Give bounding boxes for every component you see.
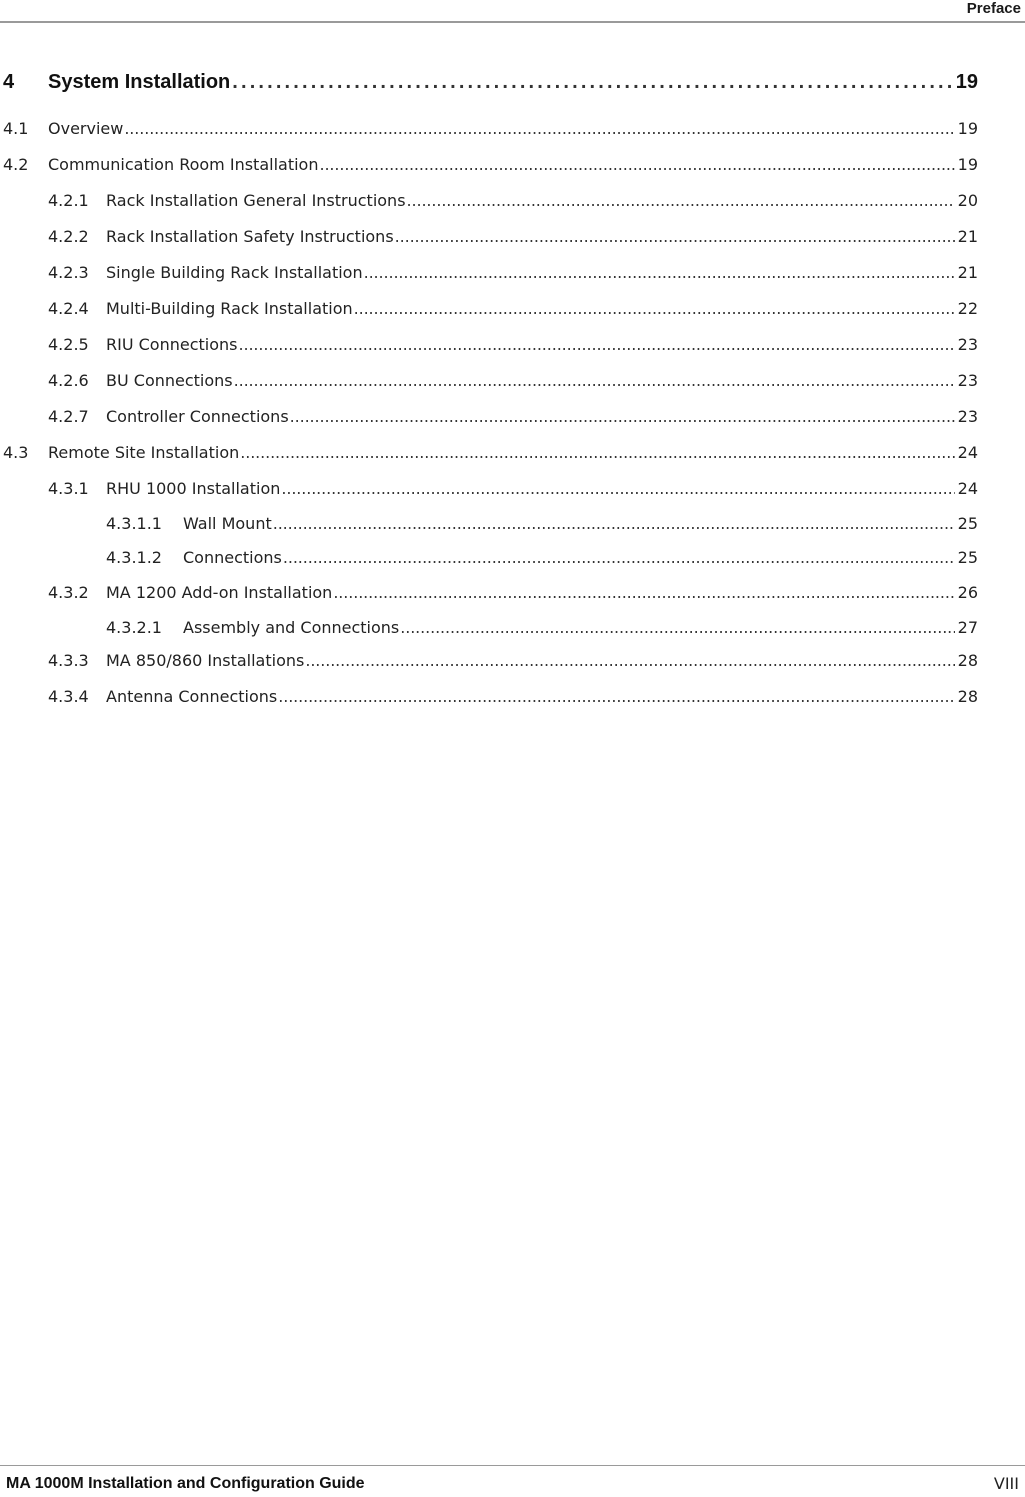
toc-entry-page: 20	[957, 191, 978, 210]
toc-leader-dots	[407, 191, 955, 210]
toc-leader-dots	[281, 479, 954, 498]
footer-document-title: MA 1000M Installation and Configuration Guide	[6, 1475, 365, 1492]
toc-entry-page: 27	[957, 618, 978, 637]
toc-entry-page: 24	[957, 443, 978, 462]
toc-entry[interactable]	[0, 443, 978, 465]
toc-entry-title: RHU 1000 Installation	[106, 479, 281, 498]
toc-leader-dots	[239, 335, 955, 354]
toc-entry-number: 4.2	[3, 155, 29, 174]
toc-leader-dots	[400, 618, 954, 637]
toc-entry[interactable]	[0, 371, 978, 393]
toc-entry-page: 25	[957, 548, 978, 567]
toc-entry-title: Assembly and Connections	[183, 618, 400, 637]
toc-entry-title: Wall Mount	[183, 514, 272, 533]
toc-entry[interactable]	[0, 548, 978, 570]
toc-entry-page: 28	[957, 651, 978, 670]
toc-entry-title: Rack Installation Safety Instructions	[106, 227, 394, 246]
toc-entry-title: MA 850/860 Installations	[106, 651, 305, 670]
toc-entry-title: Single Building Rack Installation	[106, 263, 363, 282]
toc-entry-title: Antenna Connections	[106, 687, 278, 706]
toc-leader-dots	[290, 407, 955, 426]
toc-entry-page: 19	[957, 155, 978, 174]
toc-leader-dots	[273, 514, 955, 533]
toc-entry-page: 26	[957, 583, 978, 602]
toc-entry-page: 21	[957, 263, 978, 282]
toc-entry-page: 23	[957, 371, 978, 390]
toc-entry-page: 22	[957, 299, 978, 318]
toc-entry-number: 4.2.4	[48, 299, 89, 318]
toc-entry-number: 4.3.1	[48, 479, 89, 498]
toc-entry-number: 4.3.3	[48, 651, 89, 670]
toc-entry[interactable]	[0, 263, 978, 285]
toc-entry-title: BU Connections	[106, 371, 233, 390]
toc-entry-page: 19	[957, 119, 978, 138]
toc-entry-title: RIU Connections	[106, 335, 238, 354]
toc-entry-page: 23	[957, 407, 978, 426]
toc-entry-number: 4.2.5	[48, 335, 89, 354]
toc-entry[interactable]	[0, 479, 978, 501]
toc-entry-number: 4.2.3	[48, 263, 89, 282]
toc-entry-number: 4.2.6	[48, 371, 89, 390]
toc-entry-page: 21	[957, 227, 978, 246]
toc-entry[interactable]	[0, 618, 978, 640]
toc-entry[interactable]	[0, 583, 978, 605]
toc-entry-number: 4	[3, 71, 15, 93]
toc-entry[interactable]	[0, 299, 978, 321]
toc-leader-dots	[364, 263, 955, 282]
toc-entry-number: 4.3	[3, 443, 29, 462]
toc-leader-dots	[333, 583, 954, 602]
toc-entry[interactable]	[0, 155, 978, 177]
toc-entry-title: MA 1200 Add-on Installation	[106, 583, 333, 602]
toc-entry-title: Controller Connections	[106, 407, 289, 426]
toc-entry[interactable]	[0, 687, 978, 709]
toc-entry-number: 4.3.1.2	[106, 548, 162, 567]
header-title: Preface	[966, 0, 1021, 17]
toc-entry-page: 23	[957, 335, 978, 354]
toc-entry-number: 4.2.7	[48, 407, 89, 426]
toc-entry[interactable]	[0, 407, 978, 429]
page-header	[0, 0, 1025, 23]
toc-entry[interactable]	[0, 191, 978, 213]
toc-entry-number: 4.1	[3, 119, 29, 138]
toc-entry[interactable]	[0, 651, 978, 673]
toc-leader-dots	[395, 227, 955, 246]
toc-entry-number: 4.3.1.1	[106, 514, 162, 533]
toc-entry[interactable]	[0, 119, 978, 141]
toc-leader-dots	[124, 119, 954, 138]
toc-leader-dots	[319, 155, 954, 174]
toc-entry-page: 25	[957, 514, 978, 533]
toc-leader-dots	[305, 651, 954, 670]
toc-entry-number: 4.2.2	[48, 227, 89, 246]
toc-entry-number: 4.3.2.1	[106, 618, 162, 637]
toc-entry-title: Rack Installation General Instructions	[106, 191, 406, 210]
toc-leader-dots	[354, 299, 955, 318]
toc-entry-title: Multi-Building Rack Installation	[106, 299, 353, 318]
footer-page-number: VIII	[993, 1474, 1019, 1493]
toc-entry-page: 24	[957, 479, 978, 498]
toc-entry-title: System Installation	[48, 71, 231, 93]
toc-entry-page: 19	[955, 71, 978, 93]
toc-leader-dots	[278, 687, 954, 706]
toc-entry-page: 28	[957, 687, 978, 706]
toc-entry-number: 4.2.1	[48, 191, 89, 210]
toc-leader-dots	[240, 443, 954, 462]
toc-entry-title: Connections	[183, 548, 282, 567]
toc-entry-title: Communication Room Installation	[48, 155, 319, 174]
toc-leader-dots	[283, 548, 955, 567]
toc-entry[interactable]	[0, 514, 978, 536]
page-footer	[0, 1465, 1025, 1497]
toc-entry-number: 4.3.2	[48, 583, 89, 602]
toc-entry[interactable]	[0, 335, 978, 357]
toc-entry-number: 4.3.4	[48, 687, 89, 706]
toc-leader-dots	[232, 71, 952, 94]
toc-entry[interactable]	[0, 71, 978, 99]
toc-entry[interactable]	[0, 227, 978, 249]
toc-entry-title: Overview	[48, 119, 124, 138]
toc-entry-title: Remote Site Installation	[48, 443, 240, 462]
toc-leader-dots	[234, 371, 955, 390]
